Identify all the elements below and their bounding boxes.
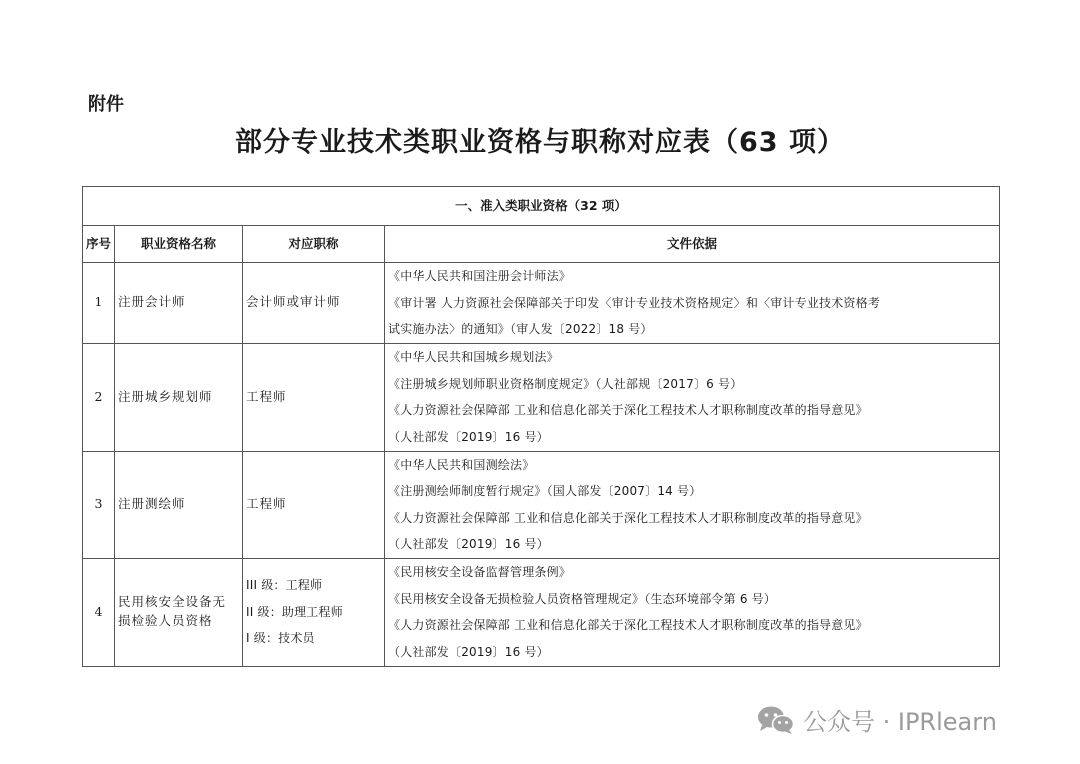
wechat-icon	[757, 705, 795, 735]
corresponding-title	[243, 558, 385, 666]
basis-line: 《注册城乡规划师职业资格制度规定》（人社部规〔2017〕6 号）	[388, 376, 743, 391]
document-title: 部分专业技术类职业资格与职称对应表（63 项）	[235, 127, 845, 158]
basis-line: 《人力资源社会保障部 工业和信息化部关于深化工程技术人才职称制度改革的指导意见》	[388, 618, 868, 632]
qualification-name: 民用核安全设备无损检验人员资格	[115, 558, 243, 666]
row-number: 4	[83, 558, 115, 666]
title-level: II 级：助理工程师	[246, 604, 343, 619]
attachment-label: 附件	[88, 94, 124, 115]
basis-line: 《民用核安全设备无损检验人员资格管理规定》（生态环境部令第 6 号）	[388, 591, 777, 606]
qualification-table	[82, 186, 1000, 667]
basis-line: 试实施办法〉的通知》（审人发〔2022〕18 号）	[388, 322, 653, 336]
table-row	[83, 558, 1000, 666]
basis-line: 《中华人民共和国城乡规划法》	[388, 350, 559, 364]
table-row	[83, 263, 1000, 344]
header-qualification: 职业资格名称	[115, 226, 243, 263]
basis-line: （人社部发〔2019〕16 号）	[388, 537, 549, 551]
basis-cell	[385, 343, 1000, 451]
row-number: 2	[83, 343, 115, 451]
header-title: 对应职称	[243, 226, 385, 263]
corresponding-title: 工程师	[243, 451, 385, 558]
basis-line: 《人力资源社会保障部 工业和信息化部关于深化工程技术人才职称制度改革的指导意见》	[388, 403, 868, 417]
basis-cell	[385, 263, 1000, 344]
table-row	[83, 343, 1000, 451]
basis-line: 《审计署 人力资源社会保障部关于印发〈审计专业技术资格规定〉和〈审计专业技术资格考	[388, 295, 881, 310]
corresponding-title: 工程师	[243, 343, 385, 451]
basis-line: 《中华人民共和国注册会计师法》	[388, 269, 572, 283]
basis-line: 《中华人民共和国测绘法》	[388, 457, 535, 472]
basis-line: （人社部发〔2019〕16 号）	[388, 429, 549, 444]
basis-line: 《注册测绘师制度暂行规定》（国人部发〔2007〕14 号）	[388, 484, 702, 498]
qualification-name: 注册城乡规划师	[115, 343, 243, 451]
row-number: 3	[83, 451, 115, 558]
watermark-text: 公众号 · IPRlearn	[803, 708, 997, 736]
title-level: III 级：工程师	[246, 578, 323, 593]
header-row	[83, 226, 1000, 263]
qualification-name: 注册会计师	[115, 263, 243, 344]
section-title: 一、准入类职业资格（32 项）	[83, 187, 1000, 226]
basis-line: （人社部发〔2019〕16 号）	[388, 644, 549, 659]
section-row	[83, 187, 1000, 226]
basis-cell	[385, 558, 1000, 666]
row-number: 1	[83, 263, 115, 344]
corresponding-title: 会计师或审计师	[243, 263, 385, 344]
title-level: I 级：技术员	[246, 631, 315, 646]
qualification-name: 注册测绘师	[115, 451, 243, 558]
watermark	[757, 702, 997, 737]
basis-line: 《人力资源社会保障部 工业和信息化部关于深化工程技术人才职称制度改革的指导意见》	[388, 510, 868, 525]
basis-line: 《民用核安全设备监督管理条例》	[388, 565, 572, 579]
header-basis: 文件依据	[385, 226, 1000, 263]
header-no: 序号	[83, 226, 115, 263]
basis-cell	[385, 451, 1000, 558]
table-row	[83, 451, 1000, 558]
